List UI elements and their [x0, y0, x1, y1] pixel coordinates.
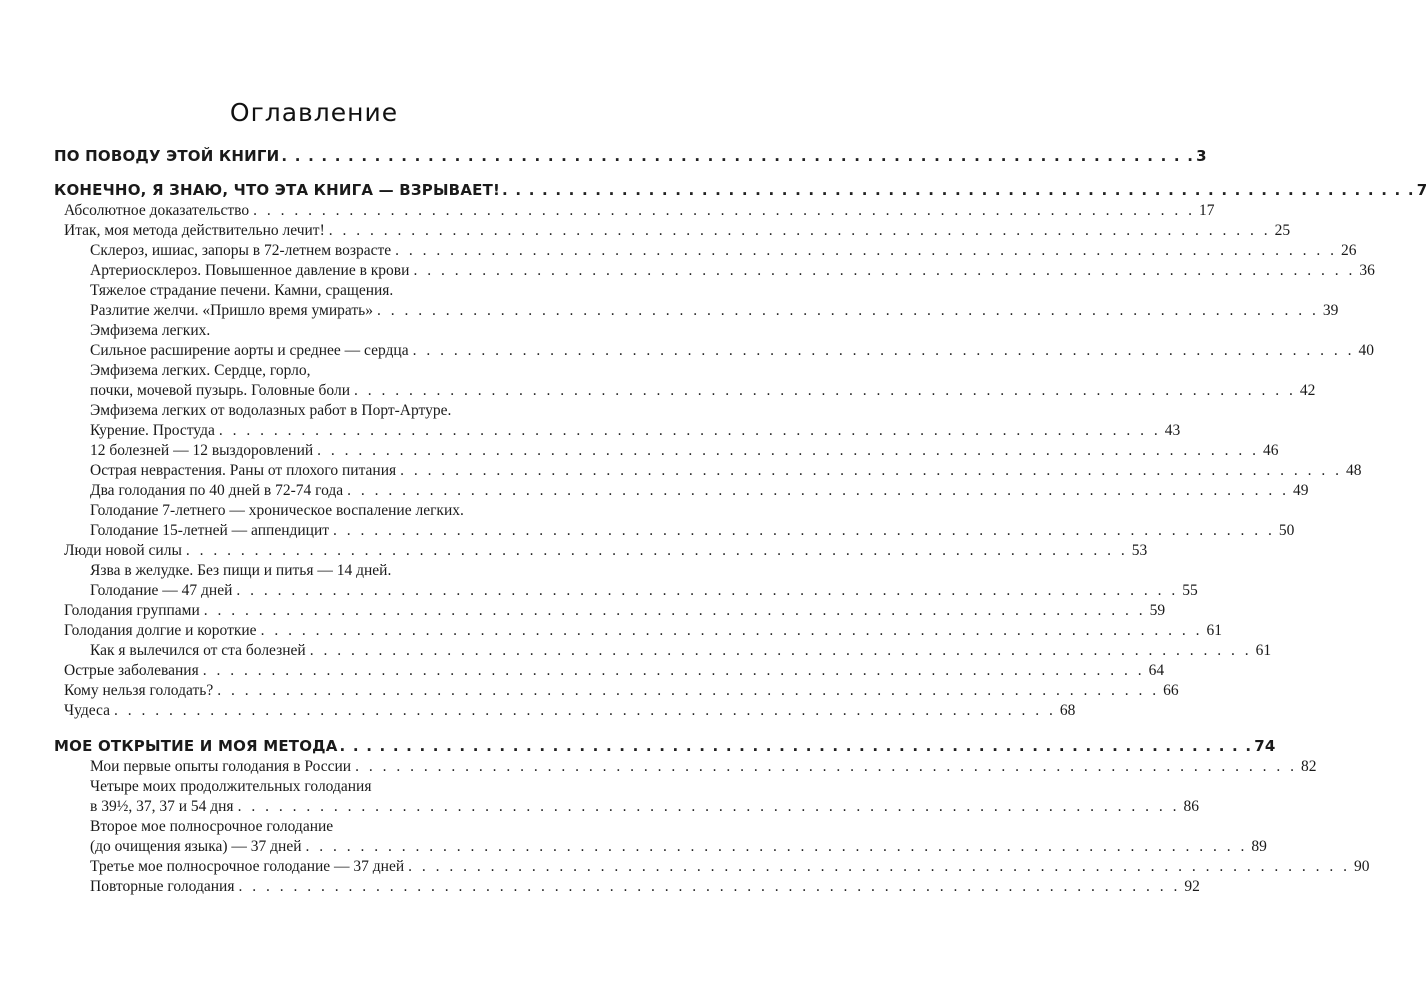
toc-page-number: 59 [1149, 602, 1166, 619]
toc-entry[interactable] [64, 701, 1076, 721]
toc-page-number: 68 [1059, 702, 1076, 719]
toc-page-number: 61 [1255, 642, 1272, 659]
dot-leader: . . . . . . . . . . . . . . . . . . . . . . . . . . . . . . . . . . . . . . . . . . . . . . . . . . . . . . . . . . . . . . . . . . . . . [408, 858, 1351, 875]
dot-leader: . . . . . . . . . . . . . . . . . . . . . . . . . . . . . . . . . . . . . . . . . . . . . . . . . . . . . . . . . . . . . . . . . . . . . [317, 442, 1260, 459]
toc-entry[interactable] [90, 757, 1317, 777]
dot-leader: . . . . . . . . . . . . . . . . . . . . . . . . . . . . . . . . . . . . . . . . . . . . . . . . . . . . . . . . . . . . . . . . . . . . . [354, 382, 1296, 399]
toc-page-number: 17 [1198, 202, 1215, 219]
toc-entry[interactable] [90, 797, 1199, 817]
dot-leader: . . . . . . . . . . . . . . . . . . . . . . . . . . . . . . . . . . . . . . . . . . . . . . . . . . . . . . . . . . . . . . . . . . . . . [203, 602, 1146, 619]
toc-entry-title: Острая неврастения. Раны от плохого питания [90, 462, 397, 479]
dot-leader: . . . . . . . . . . . . . . . . . . . . . . . . . . . . . . . . . . . . . . . . . . . . . . . . . . . . . . . . . . . . . . . . . . . . . [502, 181, 1415, 199]
dot-leader: . . . . . . . . . . . . . . . . . . . . . . . . . . . . . . . . . . . . . . . . . . . . . . . . . . . . . . . . . . . . . . . . . . . . . [339, 737, 1253, 755]
dot-leader: . . . . . . . . . . . . . . . . . . . . . . . . . . . . . . . . . . . . . . . . . . . . . . . . . . . . . . . . . . . . . . . . . . . . . [333, 522, 1275, 539]
toc-chapter[interactable] [54, 146, 1207, 166]
dot-leader: . . . . . . . . . . . . . . . . . . . . . . . . . . . . . . . . . . . . . . . . . . . . . . . . . . . . . . . . . . . . . . . . . . . . . [260, 622, 1203, 639]
toc-page-number: 66 [1163, 682, 1179, 699]
toc-entry-title: Повторные голодания [90, 878, 235, 895]
toc-page-number: 89 [1251, 838, 1267, 855]
toc-entry[interactable] [90, 877, 1200, 897]
dot-leader: . . . . . . . . . . . . . . . . . . . . . . . . . . . . . . . . . . . . . . . . . . . . . . . . . . . . . . . . . . . . . . . . . . . . . [328, 222, 1271, 239]
toc-page-number: 48 [1346, 462, 1362, 479]
toc-entry[interactable] [90, 261, 1375, 281]
toc-entry-first-line: Эмфизема легких. [90, 322, 211, 339]
toc-entry[interactable] [90, 441, 1279, 461]
toc-entry-first-line: Голодание 7-летнего — хроническое воспаление легких. [90, 502, 464, 519]
toc-entry[interactable] [90, 521, 1295, 541]
toc-page-number: 25 [1274, 222, 1291, 239]
toc-entry-title: Кому нельзя голодать? [64, 682, 214, 699]
toc-page-number: 43 [1164, 422, 1181, 439]
toc-entry-title: Разлитие желчи. «Пришло время умирать» [90, 302, 373, 319]
dot-leader: . . . . . . . . . . . . . . . . . . . . . . . . . . . . . . . . . . . . . . . . . . . . . . . . . . . . . . . . . . . . . . . . . . . . . [400, 462, 1342, 479]
toc-entry-title: Третье мое полносрочное голодание — 37 дней [90, 858, 405, 875]
toc-entry-title: Курение. Простуда [90, 422, 215, 439]
toc-entry[interactable] [90, 381, 1316, 401]
toc-page-number: 49 [1293, 482, 1309, 499]
toc-chapter[interactable] [54, 736, 1276, 756]
toc-page-number: 86 [1183, 798, 1199, 815]
toc-page-number: 82 [1300, 758, 1317, 775]
toc-entry[interactable] [90, 641, 1272, 661]
dot-leader: . . . . . . . . . . . . . . . . . . . . . . . . . . . . . . . . . . . . . . . . . . . . . . . . . . . . . . . . . . . . . . . . . . . . . [113, 702, 1056, 719]
toc-chapter[interactable] [54, 180, 1427, 200]
toc-entry-title: Склероз, ишиас, запоры в 72-летнем возрасте [90, 242, 392, 259]
page-title: Оглавление [229, 98, 399, 127]
dot-leader: . . . . . . . . . . . . . . . . . . . . . . . . . . . . . . . . . . . . . . . . . . . . . . . . . . . . . . . . . . . . . . . . . . . . . [238, 878, 1181, 895]
toc-page-number: 36 [1359, 262, 1375, 279]
toc-entry[interactable] [90, 341, 1374, 361]
toc-entry[interactable] [90, 301, 1339, 321]
toc-page-number: 3 [1196, 147, 1207, 165]
toc-entry[interactable] [64, 601, 1166, 621]
toc-entry[interactable] [90, 481, 1309, 501]
toc-page-number: 39 [1322, 302, 1339, 319]
toc-entry-title: Мои первые опыты голодания в России [90, 758, 352, 775]
toc-entry-first-line: Эмфизема легких от водолазных работ в Порт-Артуре. [90, 402, 452, 419]
toc-page-number: 42 [1299, 382, 1316, 399]
toc-page-number: 50 [1278, 522, 1295, 539]
toc-entry-title: Острые заболевания [64, 662, 199, 679]
toc-entry-title: Итак, моя метода действительно лечит! [64, 222, 325, 239]
dot-leader: . . . . . . . . . . . . . . . . . . . . . . . . . . . . . . . . . . . . . . . . . . . . . . . . . . . . . . . . . . . . . . . . . . . . . [413, 262, 1356, 279]
dot-leader: . . . . . . . . . . . . . . . . . . . . . . . . . . . . . . . . . . . . . . . . . . . . . . . . . . . . . . . . . . . . . . . . . . . . . [185, 542, 1128, 559]
toc-entry[interactable] [64, 541, 1148, 561]
toc-page-number: 74 [1254, 737, 1276, 755]
toc-entry[interactable] [64, 221, 1291, 241]
toc-entry[interactable] [64, 621, 1222, 641]
toc-entry-title: Голодания долгие и короткие [64, 622, 257, 639]
toc-entry-title: Сильное расширение аорты и среднее — сердца [90, 342, 409, 359]
toc-entry[interactable] [90, 837, 1267, 857]
toc-entry-title: (до очищения языка) — 37 дней [90, 838, 302, 855]
toc-entry-title: Голодания группами [64, 602, 200, 619]
toc-entry-title: Чудеса [64, 702, 110, 719]
toc-entry-title: ПО ПОВОДУ ЭТОЙ КНИГИ [54, 147, 280, 165]
dot-leader: . . . . . . . . . . . . . . . . . . . . . . . . . . . . . . . . . . . . . . . . . . . . . . . . . . . . . . . . . . . . . . . . . . . . . [395, 242, 1337, 259]
toc-entry[interactable] [90, 241, 1357, 261]
toc-entry[interactable] [90, 421, 1181, 441]
toc-entry[interactable] [64, 681, 1179, 701]
dot-leader: . . . . . . . . . . . . . . . . . . . . . . . . . . . . . . . . . . . . . . . . . . . . . . . . . . . . . . . . . . . . . . . . . . . . . [355, 758, 1297, 775]
dot-leader: . . . . . . . . . . . . . . . . . . . . . . . . . . . . . . . . . . . . . . . . . . . . . . . . . . . . . . . . . . . . . . . . . . . . . [281, 147, 1195, 165]
toc-page-number: 61 [1206, 622, 1222, 639]
dot-leader: . . . . . . . . . . . . . . . . . . . . . . . . . . . . . . . . . . . . . . . . . . . . . . . . . . . . . . . . . . . . . . . . . . . . . [305, 838, 1248, 855]
toc-entry[interactable] [64, 201, 1215, 221]
dot-leader: . . . . . . . . . . . . . . . . . . . . . . . . . . . . . . . . . . . . . . . . . . . . . . . . . . . . . . . . . . . . . . . . . . . . . [412, 342, 1355, 359]
toc-entry-title: МОЕ ОТКРЫТИЕ И МОЯ МЕТОДА [54, 737, 338, 755]
toc-entry[interactable] [90, 461, 1362, 481]
toc-page-number: 92 [1184, 878, 1200, 895]
dot-leader: . . . . . . . . . . . . . . . . . . . . . . . . . . . . . . . . . . . . . . . . . . . . . . . . . . . . . . . . . . . . . . . . . . . . . [253, 202, 1195, 219]
toc-page-number: 55 [1182, 582, 1198, 599]
dot-leader: . . . . . . . . . . . . . . . . . . . . . . . . . . . . . . . . . . . . . . . . . . . . . . . . . . . . . . . . . . . . . . . . . . . . . [236, 582, 1179, 599]
dot-leader: . . . . . . . . . . . . . . . . . . . . . . . . . . . . . . . . . . . . . . . . . . . . . . . . . . . . . . . . . . . . . . . . . . . . . [202, 662, 1145, 679]
toc-entry-title: Люди новой силы [64, 542, 182, 559]
dot-leader: . . . . . . . . . . . . . . . . . . . . . . . . . . . . . . . . . . . . . . . . . . . . . . . . . . . . . . . . . . . . . . . . . . . . . [217, 682, 1160, 699]
dot-leader: . . . . . . . . . . . . . . . . . . . . . . . . . . . . . . . . . . . . . . . . . . . . . . . . . . . . . . . . . . . . . . . . . . . . . [309, 642, 1252, 659]
toc-entry-title: в 39½, 37, 37 и 54 дня [90, 798, 234, 815]
toc-entry-title: Два голодания по 40 дней в 72-74 года [90, 482, 344, 499]
dot-leader: . . . . . . . . . . . . . . . . . . . . . . . . . . . . . . . . . . . . . . . . . . . . . . . . . . . . . . . . . . . . . . . . . . . . . [347, 482, 1290, 499]
toc-page-number: 53 [1131, 542, 1148, 559]
toc-entry-title: Абсолютное доказательство [64, 202, 250, 219]
toc-page-number: 90 [1354, 858, 1370, 875]
dot-leader: . . . . . . . . . . . . . . . . . . . . . . . . . . . . . . . . . . . . . . . . . . . . . . . . . . . . . . . . . . . . . . . . . . . . . [237, 798, 1180, 815]
toc-page-number: 46 [1263, 442, 1279, 459]
toc-entry-first-line: Тяжелое страдание печени. Камни, сращения. [90, 282, 394, 299]
toc-entry-first-line: Язва в желудке. Без пищи и питья — 14 дней. [90, 562, 392, 579]
toc-entry-title: Артериосклероз. Повышенное давление в крови [90, 262, 410, 279]
dot-leader: . . . . . . . . . . . . . . . . . . . . . . . . . . . . . . . . . . . . . . . . . . . . . . . . . . . . . . . . . . . . . . . . . . . . . [218, 422, 1161, 439]
toc-entry[interactable] [64, 661, 1165, 681]
toc-page-number: 64 [1148, 662, 1165, 679]
toc-entry-first-line: Четыре моих продолжительных голодания [90, 778, 372, 795]
toc-entry-first-line: Эмфизема легких. Сердце, горло, [90, 362, 311, 379]
dot-leader: . . . . . . . . . . . . . . . . . . . . . . . . . . . . . . . . . . . . . . . . . . . . . . . . . . . . . . . . . . . . . . . . . . . . . [376, 302, 1319, 319]
toc-entry-title: Голодание — 47 дней [90, 582, 233, 599]
toc-page-number: 40 [1358, 342, 1374, 359]
toc-entry[interactable] [90, 581, 1198, 601]
toc-entry-first-line: Второе мое полносрочное голодание [90, 818, 334, 835]
toc-entry-title: КОНЕЧНО, Я ЗНАЮ, ЧТО ЭТА КНИГА — ВЗРЫВАЕТ! [54, 181, 501, 199]
toc-page-number: 7 [1416, 181, 1427, 199]
toc-entry-title: Голодание 15-летней — аппендицит [90, 522, 330, 539]
toc-entry-title: Как я вылечился от ста болезней [90, 642, 306, 659]
toc-entry-title: почки, мочевой пузырь. Головные боли [90, 382, 351, 399]
toc-entry[interactable] [90, 857, 1370, 877]
toc-entry-title: 12 болезней — 12 выздоровлений [90, 442, 314, 459]
toc-page-number: 26 [1341, 242, 1357, 259]
